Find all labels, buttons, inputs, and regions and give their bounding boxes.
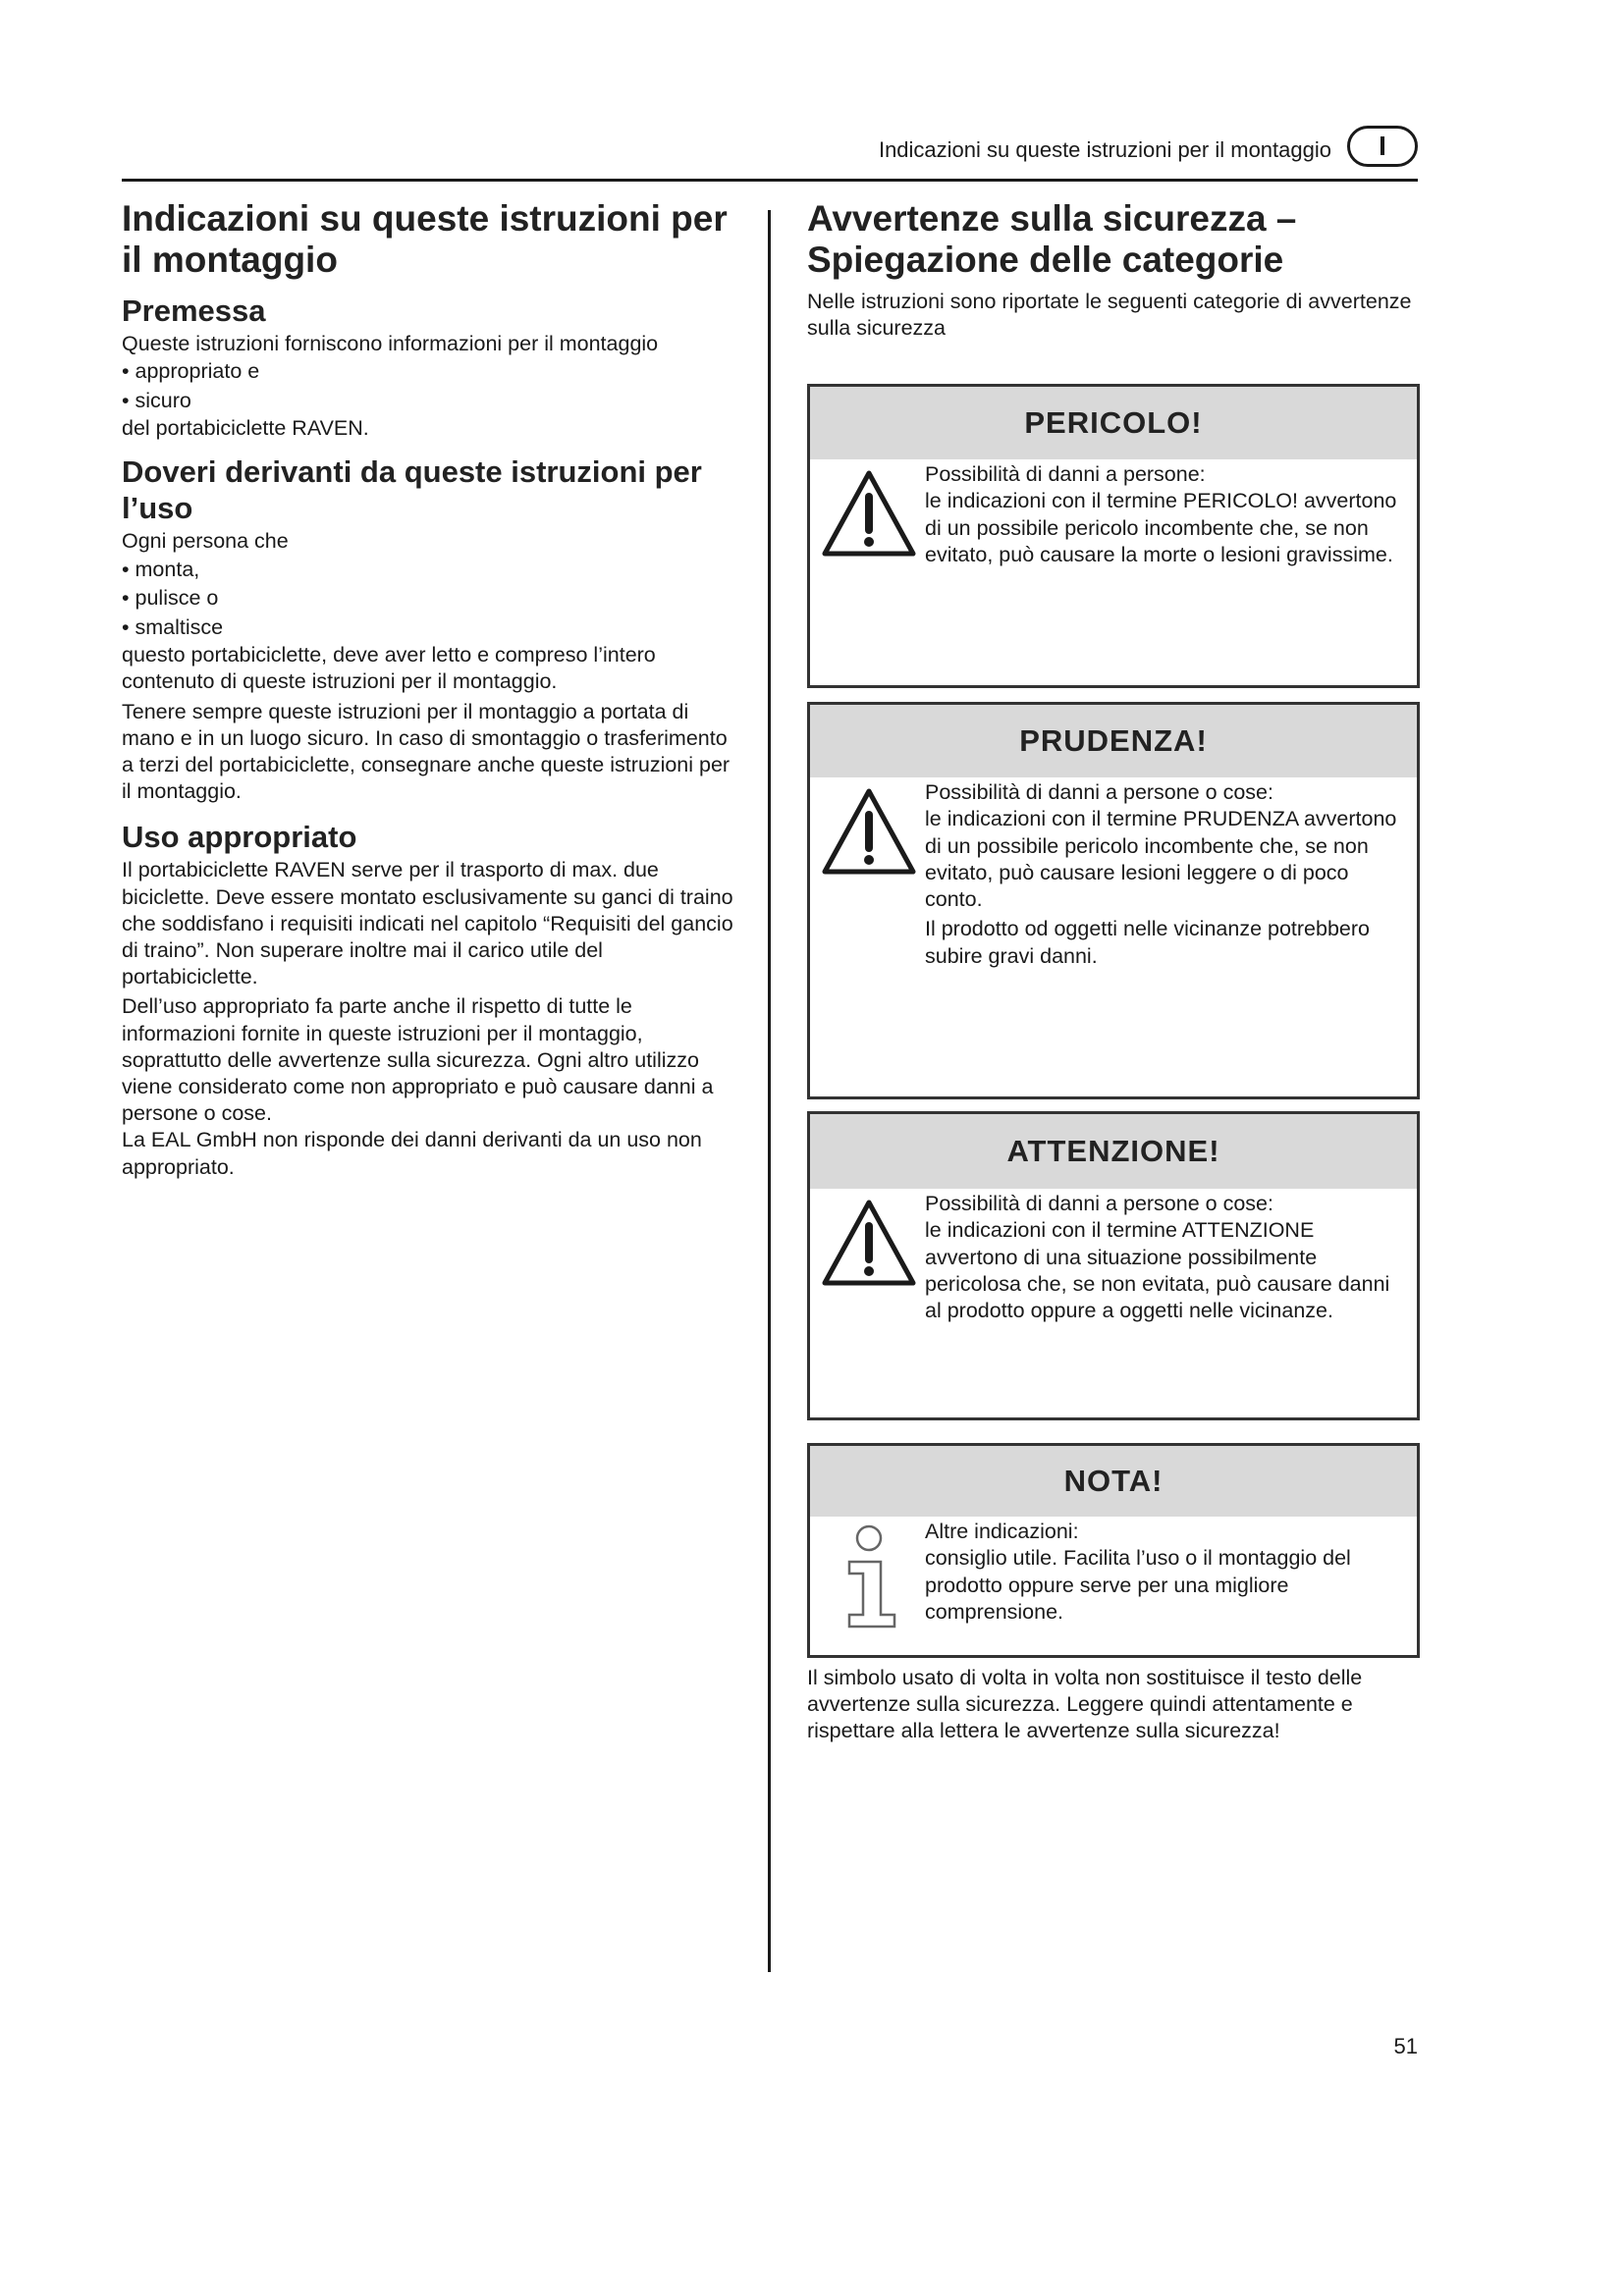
doveri-paragraph: questo portabiciclette, deve aver letto e compreso l’intero contenuto di queste istruzioni per il montaggio. — [122, 643, 656, 694]
attenzione-box — [807, 1111, 1420, 1420]
nota-box — [807, 1443, 1420, 1658]
info-icon — [820, 1522, 918, 1632]
box-text — [925, 461, 1405, 568]
premessa-bullets — [122, 357, 740, 415]
right-column — [807, 198, 1420, 342]
warning-triangle-icon — [820, 467, 918, 561]
running-title: Indicazioni su queste istruzioni per il montaggio — [878, 137, 1331, 162]
list-item: • appropriato e — [122, 357, 740, 387]
prudenza-box — [807, 702, 1420, 1099]
box-lead: Possibilità di danni a persone o cose: — [925, 780, 1273, 804]
section-title-istruzioni — [122, 198, 740, 281]
box-lead: Possibilità di danni a persone: — [925, 462, 1206, 486]
box-title: NOTA! — [810, 1446, 1417, 1517]
premessa-intro: Queste istruzioni forniscono informazioni per il montaggio — [122, 332, 659, 355]
list-item: • sicuro — [122, 387, 740, 416]
box-paragraph: Il prodotto od oggetti nelle vicinanze potrebbero subire gravi danni. — [925, 917, 1371, 968]
heading-doveri — [122, 454, 740, 526]
avvertenze-intro: Nelle istruzioni sono riportate le seguenti categorie di avvertenze sulla sicurezza — [807, 290, 1412, 341]
doveri-paragraph: Tenere sempre queste istruzioni per il montaggio a portata di mano e in un luogo sicuro. In caso di smontaggio o trasferimento a terzi del portabiciclette, consegnare anche queste istruzioni per il montaggio. — [122, 699, 731, 804]
list-item: • pulisce o — [122, 584, 740, 614]
page-number: 51 — [1393, 2034, 1418, 2058]
premessa-outro: del portabiciclette RAVEN. — [122, 416, 369, 441]
title-line: Spiegazione delle categorie — [807, 240, 1284, 280]
box-lead: Altre indicazioni: — [925, 1520, 1079, 1543]
uso-paragraph: Il portabiciclette RAVEN serve per il trasporto di max. due biciclette. Deve essere montato esclusivamente su ganci di traino che soddisfano i requisiti indicati nel capitolo “Requisiti del gancio di traino”. Non superare inoltre mai il carico utile del portabiciclette. — [122, 858, 733, 989]
box-paragraph: le indicazioni con il termine PRUDENZA avvertono di un possibile pericolo incombente che, se non evitato, può causare lesioni leggere o di poco conto. — [925, 807, 1397, 912]
title-line: Avvertenze sulla sicurezza – — [807, 198, 1297, 239]
box-text — [925, 1191, 1405, 1324]
title-line: Indicazioni su queste istruzioni per — [122, 198, 728, 239]
list-item: • smaltisce — [122, 614, 740, 643]
box-text — [925, 779, 1405, 970]
box-paragraph: le indicazioni con il termine PERICOLO! avvertono di un possibile pericolo incombente che, se non evitato, può causare la morte o lesioni gravissime. — [925, 489, 1397, 566]
uso-paragraph: Dell’uso appropriato fa parte anche il rispetto di tutte le informazioni fornite in queste istruzioni per il montaggio, soprattutto delle avvertenze sulla sicurezza. Ogni altro utilizzo viene considerato come non appropriato e può causare danni a persone o cose. — [122, 994, 714, 1126]
box-paragraph: le indicazioni con il termine ATTENZIONE avvertono di una situazione possibilmente pericolosa che, se non evitata, può causare danni al prodotto oppure a oggetti nelle vicinanze. — [925, 1218, 1390, 1323]
heading-uso-appropriato: Uso appropriato — [122, 820, 357, 855]
pericolo-box — [807, 384, 1420, 688]
doveri-bullets — [122, 556, 740, 643]
running-header — [122, 132, 1418, 182]
box-title: PERICOLO! — [810, 387, 1417, 459]
safety-footer-note: Il simbolo usato di volta in volta non sostituisce il testo delle avvertenze sulla sicurezza. Leggere quindi attentamente e rispettare alla lettera le avvertenze sulla sicurezza! — [807, 1666, 1363, 1743]
title-line: il montaggio — [122, 240, 338, 280]
heading-line: Doveri derivanti da queste istruzioni per — [122, 454, 702, 490]
box-title: PRUDENZA! — [810, 705, 1417, 777]
box-title: ATTENZIONE! — [810, 1114, 1417, 1189]
left-column — [122, 198, 740, 1181]
section-title-avvertenze — [807, 198, 1420, 281]
box-paragraph: consiglio utile. Facilita l’uso o il montaggio del prodotto oppure serve per una migliore comprensione. — [925, 1546, 1351, 1624]
uso-paragraph: La EAL GmbH non risponde dei danni derivanti da un uso non appropriato. — [122, 1128, 702, 1179]
column-divider — [768, 210, 771, 1972]
warning-triangle-icon — [820, 785, 918, 880]
box-text — [925, 1519, 1405, 1626]
heading-line: l’uso — [122, 491, 193, 526]
language-badge: I — [1347, 126, 1418, 167]
doveri-intro: Ogni persona che — [122, 529, 289, 554]
box-lead: Possibilità di danni a persone o cose: — [925, 1192, 1273, 1215]
list-item: • monta, — [122, 556, 740, 585]
heading-premessa: Premessa — [122, 294, 266, 328]
warning-triangle-icon — [820, 1197, 918, 1291]
